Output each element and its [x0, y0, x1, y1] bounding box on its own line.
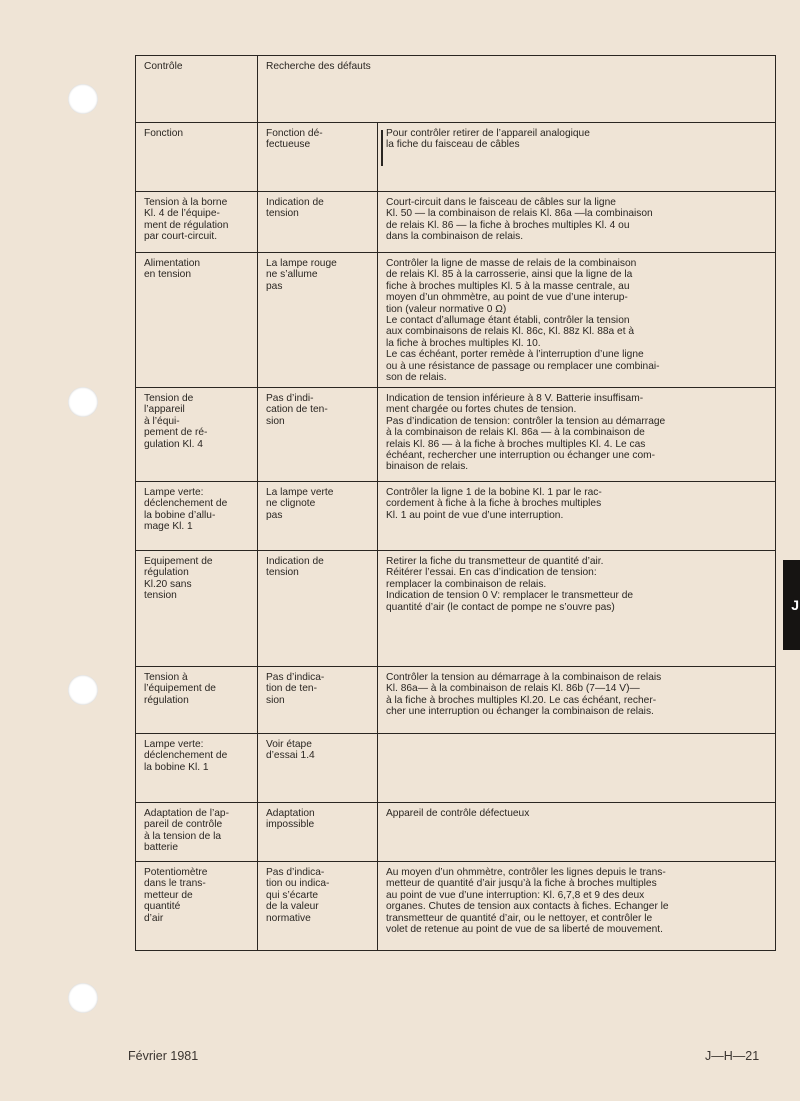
header-control: Contrôle — [136, 56, 258, 123]
table-row — [136, 482, 776, 551]
binder-hole — [68, 983, 98, 1013]
header-fault-search: Recherche des défauts — [258, 56, 776, 123]
cell-function: Lampe verte: déclenchement de la bobine d’allu- mage Kl. 1 — [136, 482, 258, 551]
cell-faulty-function: La lampe verte ne clignote pas — [258, 482, 378, 551]
header-faulty-function: Fonction dé- fectueuse — [258, 123, 378, 192]
table-subheader-row — [136, 123, 776, 192]
binder-hole — [68, 675, 98, 705]
cell-function: Tension à la borne Kl. 4 de l’équipe- ment de régulation par court-circuit. — [136, 192, 258, 253]
cell-faulty-function: Pas d’indica- tion ou indica- qui s’écarte de la valeur normative — [258, 862, 378, 951]
cell-function: Potentiomètre dans le trans- metteur de quantité d’air — [136, 862, 258, 951]
cell-faulty-function: Pas d’indica- tion de ten- sion — [258, 667, 378, 734]
section-tab — [783, 560, 800, 650]
cell-function: Adaptation de l’ap- pareil de contrôle à la tension de la batterie — [136, 803, 258, 862]
cell-faulty-function: La lampe rouge ne s’allume pas — [258, 253, 378, 388]
cell-fault-search: Contrôler la ligne 1 de la bobine Kl. 1 par le rac- cordement à fiche à la fiche à broches multiples Kl. 1 au point de vue d’une interruption. — [378, 482, 776, 551]
cell-function: Lampe verte: déclenchement de la bobine Kl. 1 — [136, 734, 258, 803]
header-function: Fonction — [136, 123, 258, 192]
cell-fault-search — [378, 734, 776, 803]
table-row — [136, 551, 776, 667]
table-row — [136, 192, 776, 253]
cell-function: Equipement de régulation Kl.20 sans tension — [136, 551, 258, 667]
binder-hole — [68, 387, 98, 417]
table-row — [136, 667, 776, 734]
table-row — [136, 253, 776, 388]
cell-fault-search: Contrôler la ligne de masse de relais de la combinaison de relais Kl. 85 à la carrosserie, ainsi que la ligne de la fiche à broches multiples Kl. 5 à la masse centrale, au moyen d’un ohmmètre, au point de vue d’une interup- tion (valeur normative 0 Ω) Le contact d’allumage étant établi, contrôler la tension aux combinaisons de relais Kl. 86c, Kl. 88z Kl. 88a et à la fiche à broches multiples Kl. 10. Le cas échéant, porter remède à l’interruption d’une ligne ou à une résistance de passage ou remplacer une combinai- son de relais. — [378, 253, 776, 388]
cell-faulty-function: Voir étape d’essai 1.4 — [258, 734, 378, 803]
footer-page-number: J—H—21 — [705, 1049, 760, 1063]
cell-faulty-function: Adaptation impossible — [258, 803, 378, 862]
cell-faulty-function: Indication de tension — [258, 192, 378, 253]
cell-function: Tension à l’équipement de régulation — [136, 667, 258, 734]
binder-hole — [68, 84, 98, 114]
cell-fault-search: Court-circuit dans le faisceau de câbles sur la ligne Kl. 50 — la combinaison de relais Kl. 86a —la combinaison de relais Kl. 86 — la fiche à broches multiples Kl. 4 ou dans la combinaison de relais. — [378, 192, 776, 253]
cell-faulty-function: Pas d’indi- cation de ten- sion — [258, 388, 378, 482]
table-row — [136, 862, 776, 951]
table-header-row — [136, 56, 776, 123]
cell-fault-search: Indication de tension inférieure à 8 V. Batterie insuffisam- ment chargée ou fortes chutes de tension. Pas d’indication de tension: contrôler la tension au démarrage à la combinaison de relais Kl. 86a — à la combinaison de relais Kl. 86 — à la fiche à broches multiples Kl. 4. Le cas échéant, rechercher une interruption ou échanger une com- binaison de relais. — [378, 388, 776, 482]
table-row — [136, 388, 776, 482]
cell-faulty-function: Indication de tension — [258, 551, 378, 667]
table-row — [136, 734, 776, 803]
cell-function: Alimentation en tension — [136, 253, 258, 388]
fault-table — [135, 55, 776, 951]
cell-fault-search: Retirer la fiche du transmetteur de quantité d’air. Réitérer l’essai. En cas d’indication de tension: remplacer la combinaison de relais. Indication de tension 0 V: remplacer le transmetteur de quantité d’air (le contact de pompe ne s’ouvre pas) — [378, 551, 776, 667]
cell-fault-search: Au moyen d’un ohmmètre, contrôler les lignes depuis le trans- metteur de quantité d’air jusqu’à la fiche à broches multiples au point de vue d’une interruption: Kl. 6,7,8 et 9 des deux organes. Chutes de tension aux contacts à fiches. Echanger le transmetteur de quantité d’air, ou le nettoyer, et contrôler le volet de retenue au point de vue de sa liberté de mouvement. — [378, 862, 776, 951]
table-row — [136, 803, 776, 862]
section-tab-label: J — [791, 597, 799, 613]
cell-fault-search: Appareil de contrôle défectueux — [378, 803, 776, 862]
header-divider-mark — [381, 130, 383, 166]
footer-date: Février 1981 — [128, 1049, 199, 1063]
header-instruction: Pour contrôler retirer de l’appareil analogique la fiche du faisceau de câbles — [378, 123, 776, 192]
cell-function: Tension de l’appareil à l’équi- pement de ré- gulation Kl. 4 — [136, 388, 258, 482]
cell-fault-search: Contrôler la tension au démarrage à la combinaison de relais Kl. 86a— à la combinaison de relais Kl. 86b (7—14 V)— à la fiche à broches multiples Kl.20. Le cas échéant, recher- cher une interruption ou échanger la combinaison de relais. — [378, 667, 776, 734]
